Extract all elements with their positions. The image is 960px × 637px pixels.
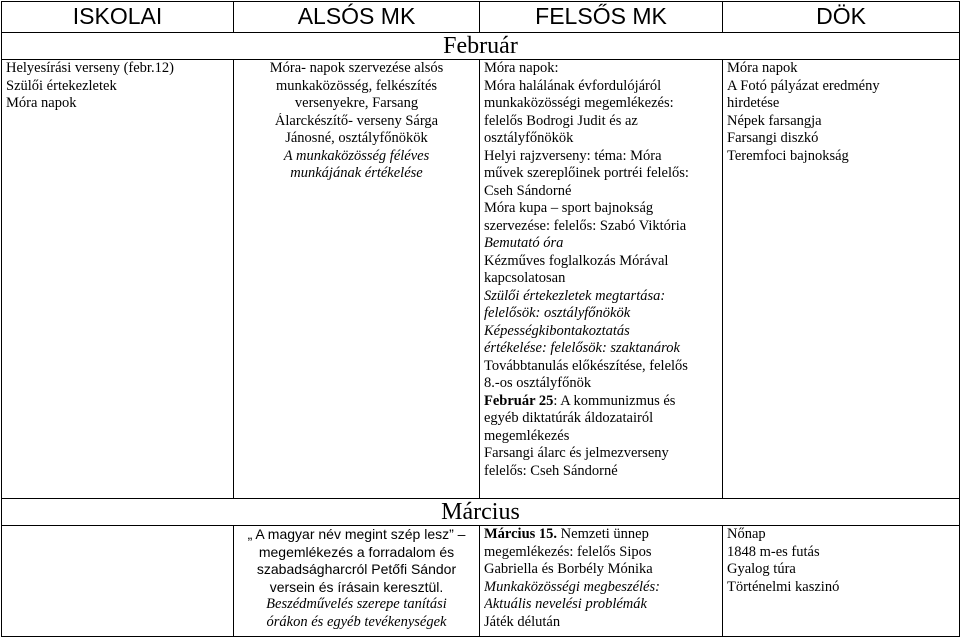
dok-item: Nőnap <box>727 526 766 542</box>
header-felso-mk: FELSŐS MK <box>480 2 723 33</box>
date-text: Nemzeti ünnep <box>557 526 649 542</box>
felso-line: Móra halálának évfordulójáról <box>484 77 662 94</box>
felso-line: felelős Bodrogi Judit és az <box>484 112 638 129</box>
felso-line: művek szereplőinek portréi felelős: <box>484 165 689 181</box>
header-iskolai: ISKOLAI <box>2 2 234 33</box>
felso-line: Móra kupa – sport bajnokság <box>484 200 654 216</box>
also-italic-line: Beszédművelés szerepe tanítási <box>266 596 447 612</box>
also-line: Móra- napok szervezése alsós <box>269 60 444 76</box>
iskolai-item: Szülői értekezletek <box>6 77 117 94</box>
felso-line: megemlékezés <box>484 427 570 444</box>
also-line: munkaközösség, felkészítés <box>275 77 438 94</box>
dok-item: hirdetése <box>727 95 780 111</box>
felso-line: Farsangi álarc és jelmezverseny <box>484 445 669 461</box>
also-line: versenyekre, Farsang <box>294 95 419 111</box>
felso-italic-line: Szülői értekezletek megtartása: <box>484 287 666 304</box>
also-italic-line: órákon és egyéb tevékenységek <box>266 613 447 630</box>
felso-line: egyéb diktatúrák áldozatairól <box>484 410 654 426</box>
march-also-cell <box>234 526 480 637</box>
header-row <box>2 2 960 33</box>
felso-italic-line: értékelése: felelősök: szaktanárok <box>484 340 680 356</box>
dok-item: A Fotó pályázat eredmény <box>727 77 880 94</box>
month-title-march: Március <box>2 499 960 526</box>
felso-line: 8.-os osztályfőnök <box>484 375 592 391</box>
felso-line: felelős: Cseh Sándorné <box>484 462 618 479</box>
felso-line: Móra napok: <box>484 60 559 76</box>
february-felso-cell <box>480 60 723 499</box>
felso-line: Helyi rajzverseny: téma: Móra <box>484 147 662 164</box>
felso-italic-line: felelősök: osztályfőnökök <box>484 305 631 321</box>
felso-italic-line: Munkaközösségi megbeszélés: <box>484 578 660 595</box>
dok-item: Történelmi kaszinó <box>727 578 840 595</box>
also-line: Álarckészítő- verseny Sárga <box>274 112 439 129</box>
felso-line <box>484 393 718 411</box>
felso-line: osztályfőnökök <box>484 130 574 146</box>
also-line: Jánosné, osztályfőnökök <box>285 130 428 146</box>
also-line: megemlékezés a forradalom és <box>258 543 455 560</box>
felso-line: szervezése: felelős: Szabó Viktória <box>484 217 687 234</box>
also-line: „ A magyar név megint szép lesz” – <box>247 526 466 542</box>
dok-item: 1848 m-es futás <box>727 543 820 560</box>
month-row-february <box>2 33 960 60</box>
felso-line: Gabriella és Borbély Mónika <box>484 561 653 577</box>
felso-italic-line: Bemutató óra <box>484 235 564 251</box>
date-label: Március 15. <box>484 526 558 542</box>
date-text: : A kommunizmus és <box>553 392 676 409</box>
dok-item: Farsangi diszkó <box>727 130 819 146</box>
felso-italic-line: Aktuális nevelési problémák <box>484 596 647 612</box>
dok-item: Móra napok <box>727 60 798 76</box>
february-iskolai-cell <box>2 60 234 499</box>
february-dok-cell <box>723 60 960 499</box>
dok-item: Teremfoci bajnokság <box>727 147 849 164</box>
also-line: szabadságharcról Petőfi Sándor <box>256 561 457 577</box>
march-dok-cell <box>723 526 960 637</box>
march-row <box>2 526 960 637</box>
felso-line <box>484 526 718 544</box>
felso-italic-line: Képességkibontakoztatás <box>484 322 630 339</box>
felso-line: kapcsolatosan <box>484 270 566 286</box>
header-also-mk: ALSÓS MK <box>234 2 480 33</box>
schedule-table <box>1 1 960 637</box>
felso-line: Cseh Sándorné <box>484 182 572 199</box>
felso-line: megemlékezés: felelős Sipos <box>484 543 652 560</box>
felso-line: munkaközösségi megemlékezés: <box>484 95 674 111</box>
iskolai-item: Helyesírási verseny (febr.12) <box>6 60 174 76</box>
dok-item: Népek farsangja <box>727 112 822 129</box>
month-title-february: Február <box>2 33 960 60</box>
also-line: versein és írásain keresztül. <box>269 578 444 595</box>
date-label: Február 25 <box>484 392 554 409</box>
felso-line: Kézműves foglalkozás Mórával <box>484 252 669 269</box>
felso-line: Továbbtanulás előkészítése, felelős <box>484 357 688 374</box>
march-felso-cell <box>480 526 723 637</box>
also-italic-line: A munkaközösség féléves <box>283 147 430 164</box>
also-italic-line: munkájának értékelése <box>290 165 423 181</box>
march-iskolai-cell <box>2 526 234 637</box>
february-also-cell <box>234 60 480 499</box>
felso-line: Játék délután <box>484 613 561 630</box>
dok-item: Gyalog túra <box>727 561 796 577</box>
month-row-march <box>2 499 960 526</box>
header-dok: DÖK <box>723 2 960 33</box>
iskolai-item: Móra napok <box>6 95 77 111</box>
february-row <box>2 60 960 499</box>
